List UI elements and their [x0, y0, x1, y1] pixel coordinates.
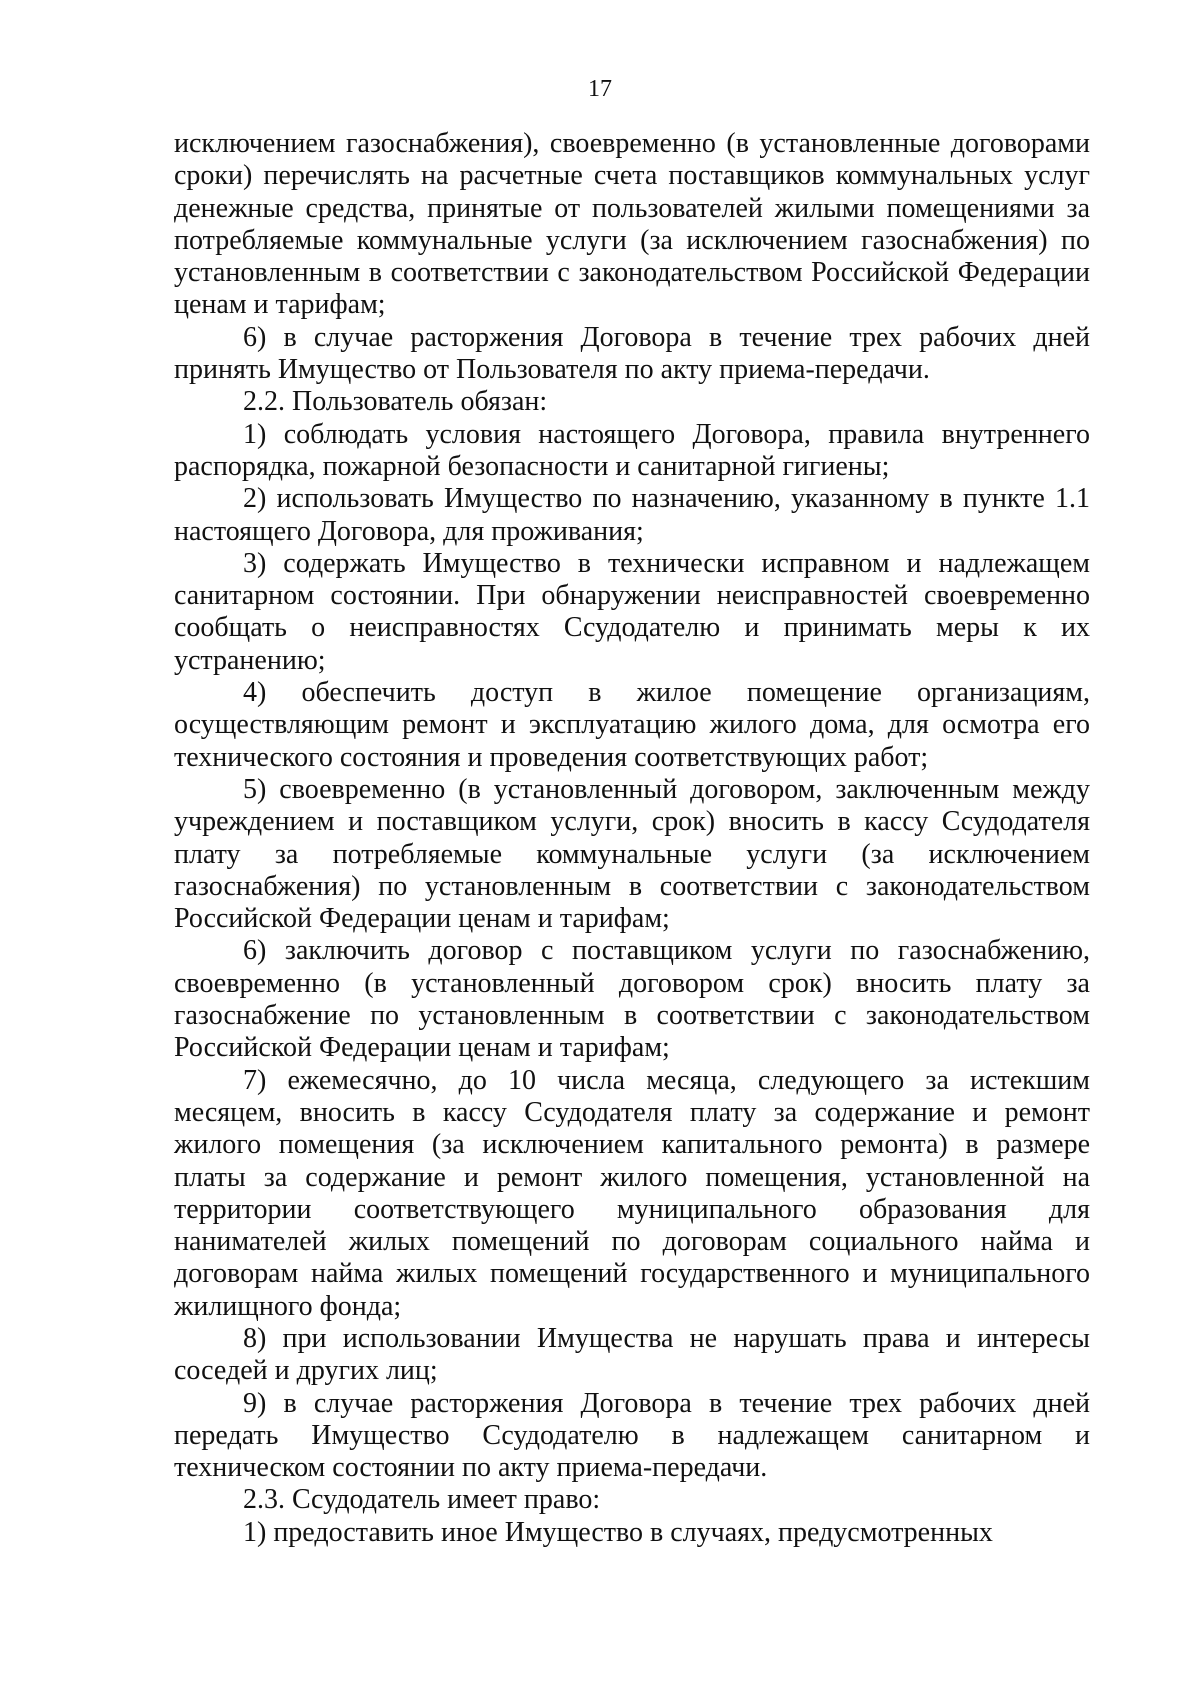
page-number: 17 — [588, 76, 612, 102]
paragraph-item-6-gas: 6) заключить договор с поставщиком услуги по газоснабжению, своевременно (в установленный договором срок) вносить плату за газоснабжение по установленным в соответствии с законодательством Российской Федерации ценам и тарифам; — [174, 935, 1090, 1064]
paragraph-item-8-neighbors: 8) при использовании Имущества не нарушать права и интересы соседей и других лиц; — [174, 1322, 1090, 1387]
paragraph-item-7-monthly-payment: 7) ежемесячно, до 10 числа месяца, следующего за истекшим месяцем, вносить в кассу Ссудодателя плату за содержание и ремонт жилого помещения (за исключением капитального ремонта) в размере платы за содержание и ремонт жилого помещения, установленной на территории соответствующего муниципального образования для нанимателей жилых помещений по договорам социального найма и договорам найма жилых помещений государственного и муниципального жилищного фонда; — [174, 1064, 1090, 1322]
section-heading-2-3: 2.3. Ссудодатель имеет право: — [243, 1484, 601, 1516]
paragraph-item-3-maintenance: 3) содержать Имущество в технически исправном и надлежащем санитарном состоянии. При обнаружении неисправностей своевременно сообщать о неисправностях Ссудодателю и принимать меры к их устранению; — [174, 547, 1090, 676]
document-body — [174, 128, 1090, 1549]
paragraph-item-2-usage: 2) использовать Имущество по назначению, указанному в пункте 1.1 настоящего Договора, для проживания; — [174, 483, 1090, 547]
paragraph-item-4-access: 4) обеспечить доступ в жилое помещение организациям, осуществляющим ремонт и эксплуатацию жилого дома, для осмотра его технического состояния и проведения соответствующих работ; — [174, 677, 1090, 773]
section-heading-2-2: 2.2. Пользователь обязан: — [243, 386, 548, 418]
paragraph-item-1-rules: 1) соблюдать условия настоящего Договора, правила внутреннего распорядка, пожарной безопасности и санитарной гигиены; — [174, 418, 1090, 482]
paragraph-item-9-return: 9) в случае расторжения Договора в течение трех рабочих дней передать Имущество Ссудодателю в надлежащем санитарном и техническом состоянии по акту приема-передачи. — [174, 1387, 1090, 1484]
paragraph-item-6-acceptance: 6) в случае расторжения Договора в течение трех рабочих дней принять Имущество от Пользователя по акту приема-передачи. — [174, 321, 1090, 386]
paragraph-item-5-utilities: 5) своевременно (в установленный договором, заключенным между учреждением и поставщиком услуги, срок) вносить в кассу Ссудодателя плату за потребляемые коммунальные услуги (за исключением газоснабжения) по установленным в соответствии с законодательством Российской Федерации ценам и тарифам; — [174, 773, 1090, 935]
paragraph-item-1-alternative: 1) предоставить иное Имущество в случаях, предусмотренных — [243, 1516, 993, 1548]
paragraph-continuation: исключением газоснабжения), своевременно (в установленные договорами сроки) перечислять на расчетные счета поставщиков коммунальных услуг денежные средства, принятые от пользователей жилыми помещениями за потребляемые коммунальные услуги (за исключением газоснабжения) по установленным в соответствии с законодательством Российской Федерации ценам и тарифам; — [174, 128, 1090, 321]
